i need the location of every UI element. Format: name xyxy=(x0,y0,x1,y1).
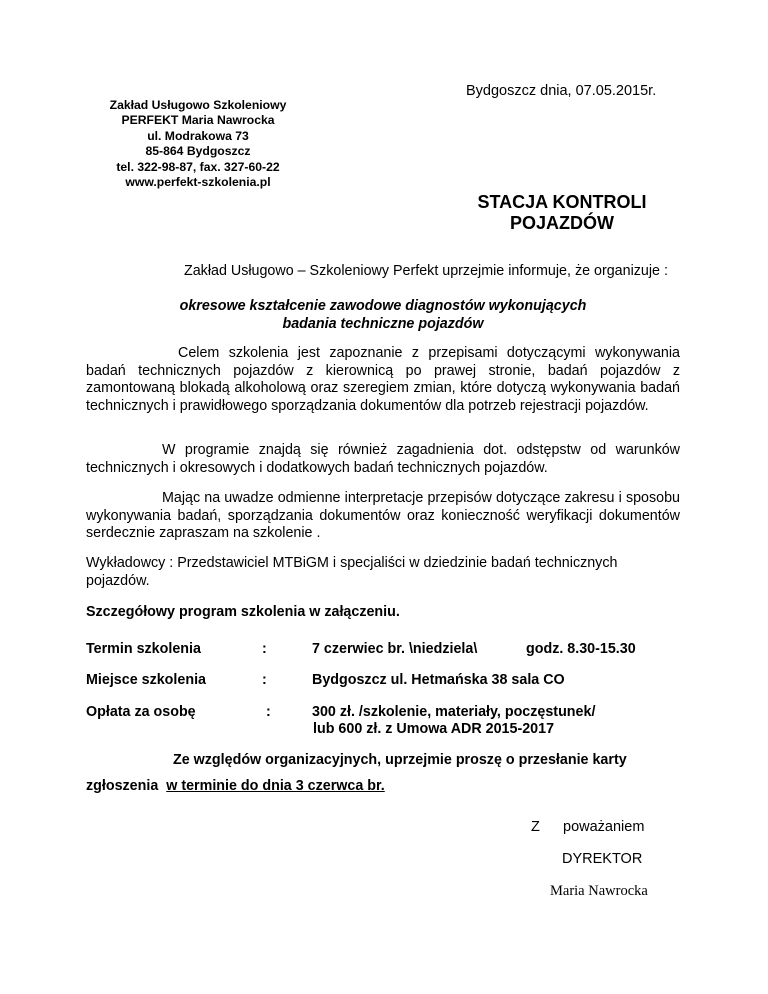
intro-paragraph xyxy=(86,263,680,281)
signature-name: Maria Nawrocka xyxy=(550,883,648,899)
fee-label: Opłata za osobę xyxy=(86,704,196,720)
date-label: Termin szkolenia xyxy=(86,641,201,657)
signature-title: DYREKTOR xyxy=(562,851,643,867)
place-date: Bydgoszcz dnia, 07.05.2015r. xyxy=(466,83,657,99)
colon: : xyxy=(266,704,271,720)
deadline-line-2 xyxy=(86,778,385,796)
sender-line: ul. Modrakowa 73 xyxy=(147,128,249,143)
fee-value-adr: lub 600 zł. z Umowa ADR 2015-2017 xyxy=(313,721,555,737)
recipient-line: POJAZDÓW xyxy=(509,213,614,233)
colon: : xyxy=(262,641,267,657)
sender-website: www.perfekt-szkolenia.pl xyxy=(125,175,271,190)
sender-line: PERFEKT Maria Nawrocka xyxy=(121,113,275,128)
colon: : xyxy=(262,672,267,688)
deadline-date: w terminie do dnia 3 czerwca br. xyxy=(166,778,385,794)
course-title-line: okresowe kształcenie zawodowe diagnostów wykonujących xyxy=(179,298,587,314)
deadline-prefix: zgłoszenia xyxy=(86,778,167,794)
paragraph-program: W programie znajdą się również zagadnienia dot. odstępstw od warunków technicznych i okresowych i dodatkowych badań technicznych pojazdów. xyxy=(86,442,680,476)
paragraph-purpose: Celem szkolenia jest zapoznanie z przepisami dotyczącymi wykonywania badań technicznych pojazdów z kierownicą po prawej stronie, badań pojazdów z zamontowaną blokadą alkoholową oraz szeregiem zmian, które dotyczą wykonywania badań technicznych i prawidłowego sporządzania dokumentów dla potrzeb rejestracji pojazdów. xyxy=(86,345,680,414)
lecturers: Wykładowcy : Przedstawiciel MTBiGM i specjaliści w dziedzinie badań technicznych pojazdów. xyxy=(86,555,618,589)
course-title xyxy=(86,298,680,333)
sender-line: tel. 322-98-87, fax. 327-60-22 xyxy=(116,159,280,174)
program-note: Szczegółowy program szkolenia w załączeniu. xyxy=(86,604,400,620)
date-value: 7 czerwiec br. \niedziela\ xyxy=(312,641,478,657)
sender-line: 85-864 Bydgoszcz xyxy=(145,144,251,159)
deadline-line: Ze względów organizacyjnych, uprzejmie proszę o przesłanie karty xyxy=(173,752,627,768)
fee-value: 300 zł. /szkolenie, materiały, poczęstunek/ xyxy=(312,704,596,720)
time-value: godz. 8.30-15.30 xyxy=(526,641,636,657)
closing-z: Z xyxy=(531,819,540,835)
course-title-line: badania techniczne pojazdów xyxy=(282,315,484,332)
recipient-line: STACJA KONTROLI xyxy=(477,192,647,212)
sender-line: Zakład Usługowo Szkoleniowy xyxy=(109,98,287,112)
place-value: Bydgoszcz ul. Hetmańska 38 sala CO xyxy=(312,672,565,688)
intro-text: Zakład Usługowo – Szkoleniowy Perfekt uprzejmie informuje, że organizuje : xyxy=(184,263,668,279)
recipient xyxy=(432,192,692,234)
sender-address xyxy=(86,98,310,190)
closing-regards: poważaniem xyxy=(563,819,645,835)
place-label: Miejsce szkolenia xyxy=(86,672,206,688)
paragraph-invitation: Mając na uwadze odmienne interpretacje przepisów dotyczące zakresu i sposobu wykonywania badań, sporządzania dokumentów oraz konieczność weryfikacji dokumentów serdecznie zapraszam na szkolenie . xyxy=(86,490,680,541)
